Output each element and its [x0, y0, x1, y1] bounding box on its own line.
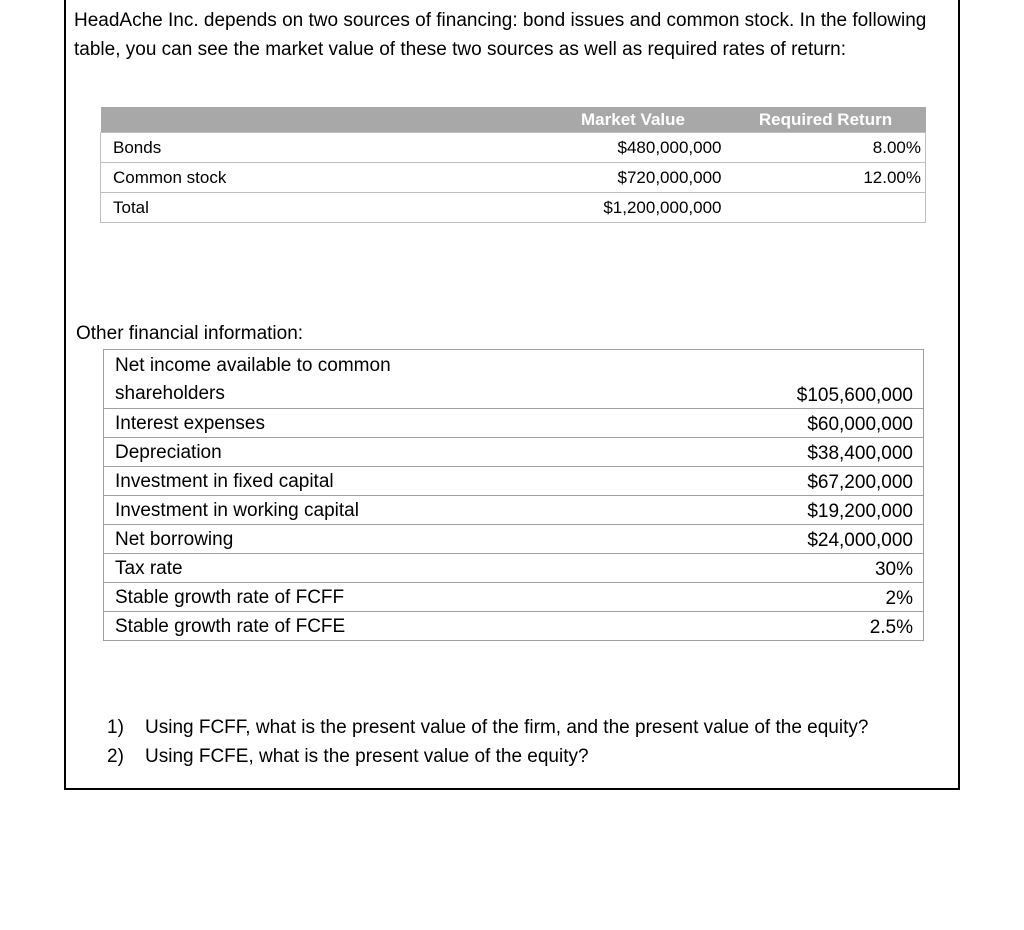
financing-table-header — [101, 107, 926, 133]
header-required-return: Required Return — [726, 107, 926, 133]
table-row — [104, 612, 924, 641]
table-row — [101, 133, 926, 163]
table-row — [104, 525, 924, 554]
table-row — [104, 554, 924, 583]
working-capital-value: $19,200,000 — [434, 496, 924, 525]
question-2-text: Using FCFE, what is the present value of the equity? — [145, 746, 589, 767]
row-label-depreciation: Depreciation — [104, 438, 434, 467]
total-required-return — [726, 193, 926, 223]
row-label-working-capital: Investment in working capital — [104, 496, 434, 525]
common-stock-market-value: $720,000,000 — [541, 163, 726, 193]
growth-fcfe-value: 2.5% — [434, 612, 924, 641]
row-label-tax-rate: Tax rate — [104, 554, 434, 583]
financing-table — [100, 107, 926, 223]
row-label-fixed-capital: Investment in fixed capital — [104, 467, 434, 496]
interest-expenses-value: $60,000,000 — [434, 409, 924, 438]
row-label-net-income — [104, 350, 434, 409]
row-label-interest-expenses: Interest expenses — [104, 409, 434, 438]
net-borrowing-value: $24,000,000 — [434, 525, 924, 554]
row-label-common-stock: Common stock — [101, 163, 541, 193]
depreciation-value: $38,400,000 — [434, 438, 924, 467]
header-blank — [101, 107, 541, 133]
common-stock-required-return: 12.00% — [726, 163, 926, 193]
question-1-number: 1) — [107, 717, 124, 738]
row-label-total: Total — [101, 193, 541, 223]
table-row — [104, 350, 924, 409]
table-row — [104, 438, 924, 467]
table-row — [104, 409, 924, 438]
table-row — [104, 496, 924, 525]
growth-fcff-value: 2% — [434, 583, 924, 612]
intro-paragraph: HeadAche Inc. depends on two sources of financing: bond issues and common stock. In the following table, you can see the market value of these two sources as well as required rates of return: — [74, 10, 927, 60]
question-1 — [107, 713, 868, 742]
question-1-text: Using FCFF, what is the present value of the firm, and the present value of the equity? — [145, 717, 869, 738]
tax-rate-value: 30% — [434, 554, 924, 583]
table-row — [101, 163, 926, 193]
table-row — [104, 467, 924, 496]
question-2 — [107, 742, 868, 771]
total-market-value: $1,200,000,000 — [541, 193, 726, 223]
bonds-required-return: 8.00% — [726, 133, 926, 163]
table-row — [101, 193, 926, 223]
bonds-market-value: $480,000,000 — [541, 133, 726, 163]
table-row — [104, 583, 924, 612]
question-list — [107, 713, 868, 771]
question-2-number: 2) — [107, 746, 124, 767]
header-market-value: Market Value — [541, 107, 726, 133]
net-income-label-line1: Net income available to common — [115, 355, 391, 376]
row-label-bonds: Bonds — [101, 133, 541, 163]
other-info-heading: Other financial information: — [76, 323, 304, 344]
row-label-growth-fcff: Stable growth rate of FCFF — [104, 583, 434, 612]
row-label-net-borrowing: Net borrowing — [104, 525, 434, 554]
net-income-label-line2: shareholders — [115, 383, 225, 404]
fixed-capital-value: $67,200,000 — [434, 467, 924, 496]
other-info-table — [103, 349, 924, 641]
net-income-value: $105,600,000 — [434, 350, 924, 409]
row-label-growth-fcfe: Stable growth rate of FCFE — [104, 612, 434, 641]
